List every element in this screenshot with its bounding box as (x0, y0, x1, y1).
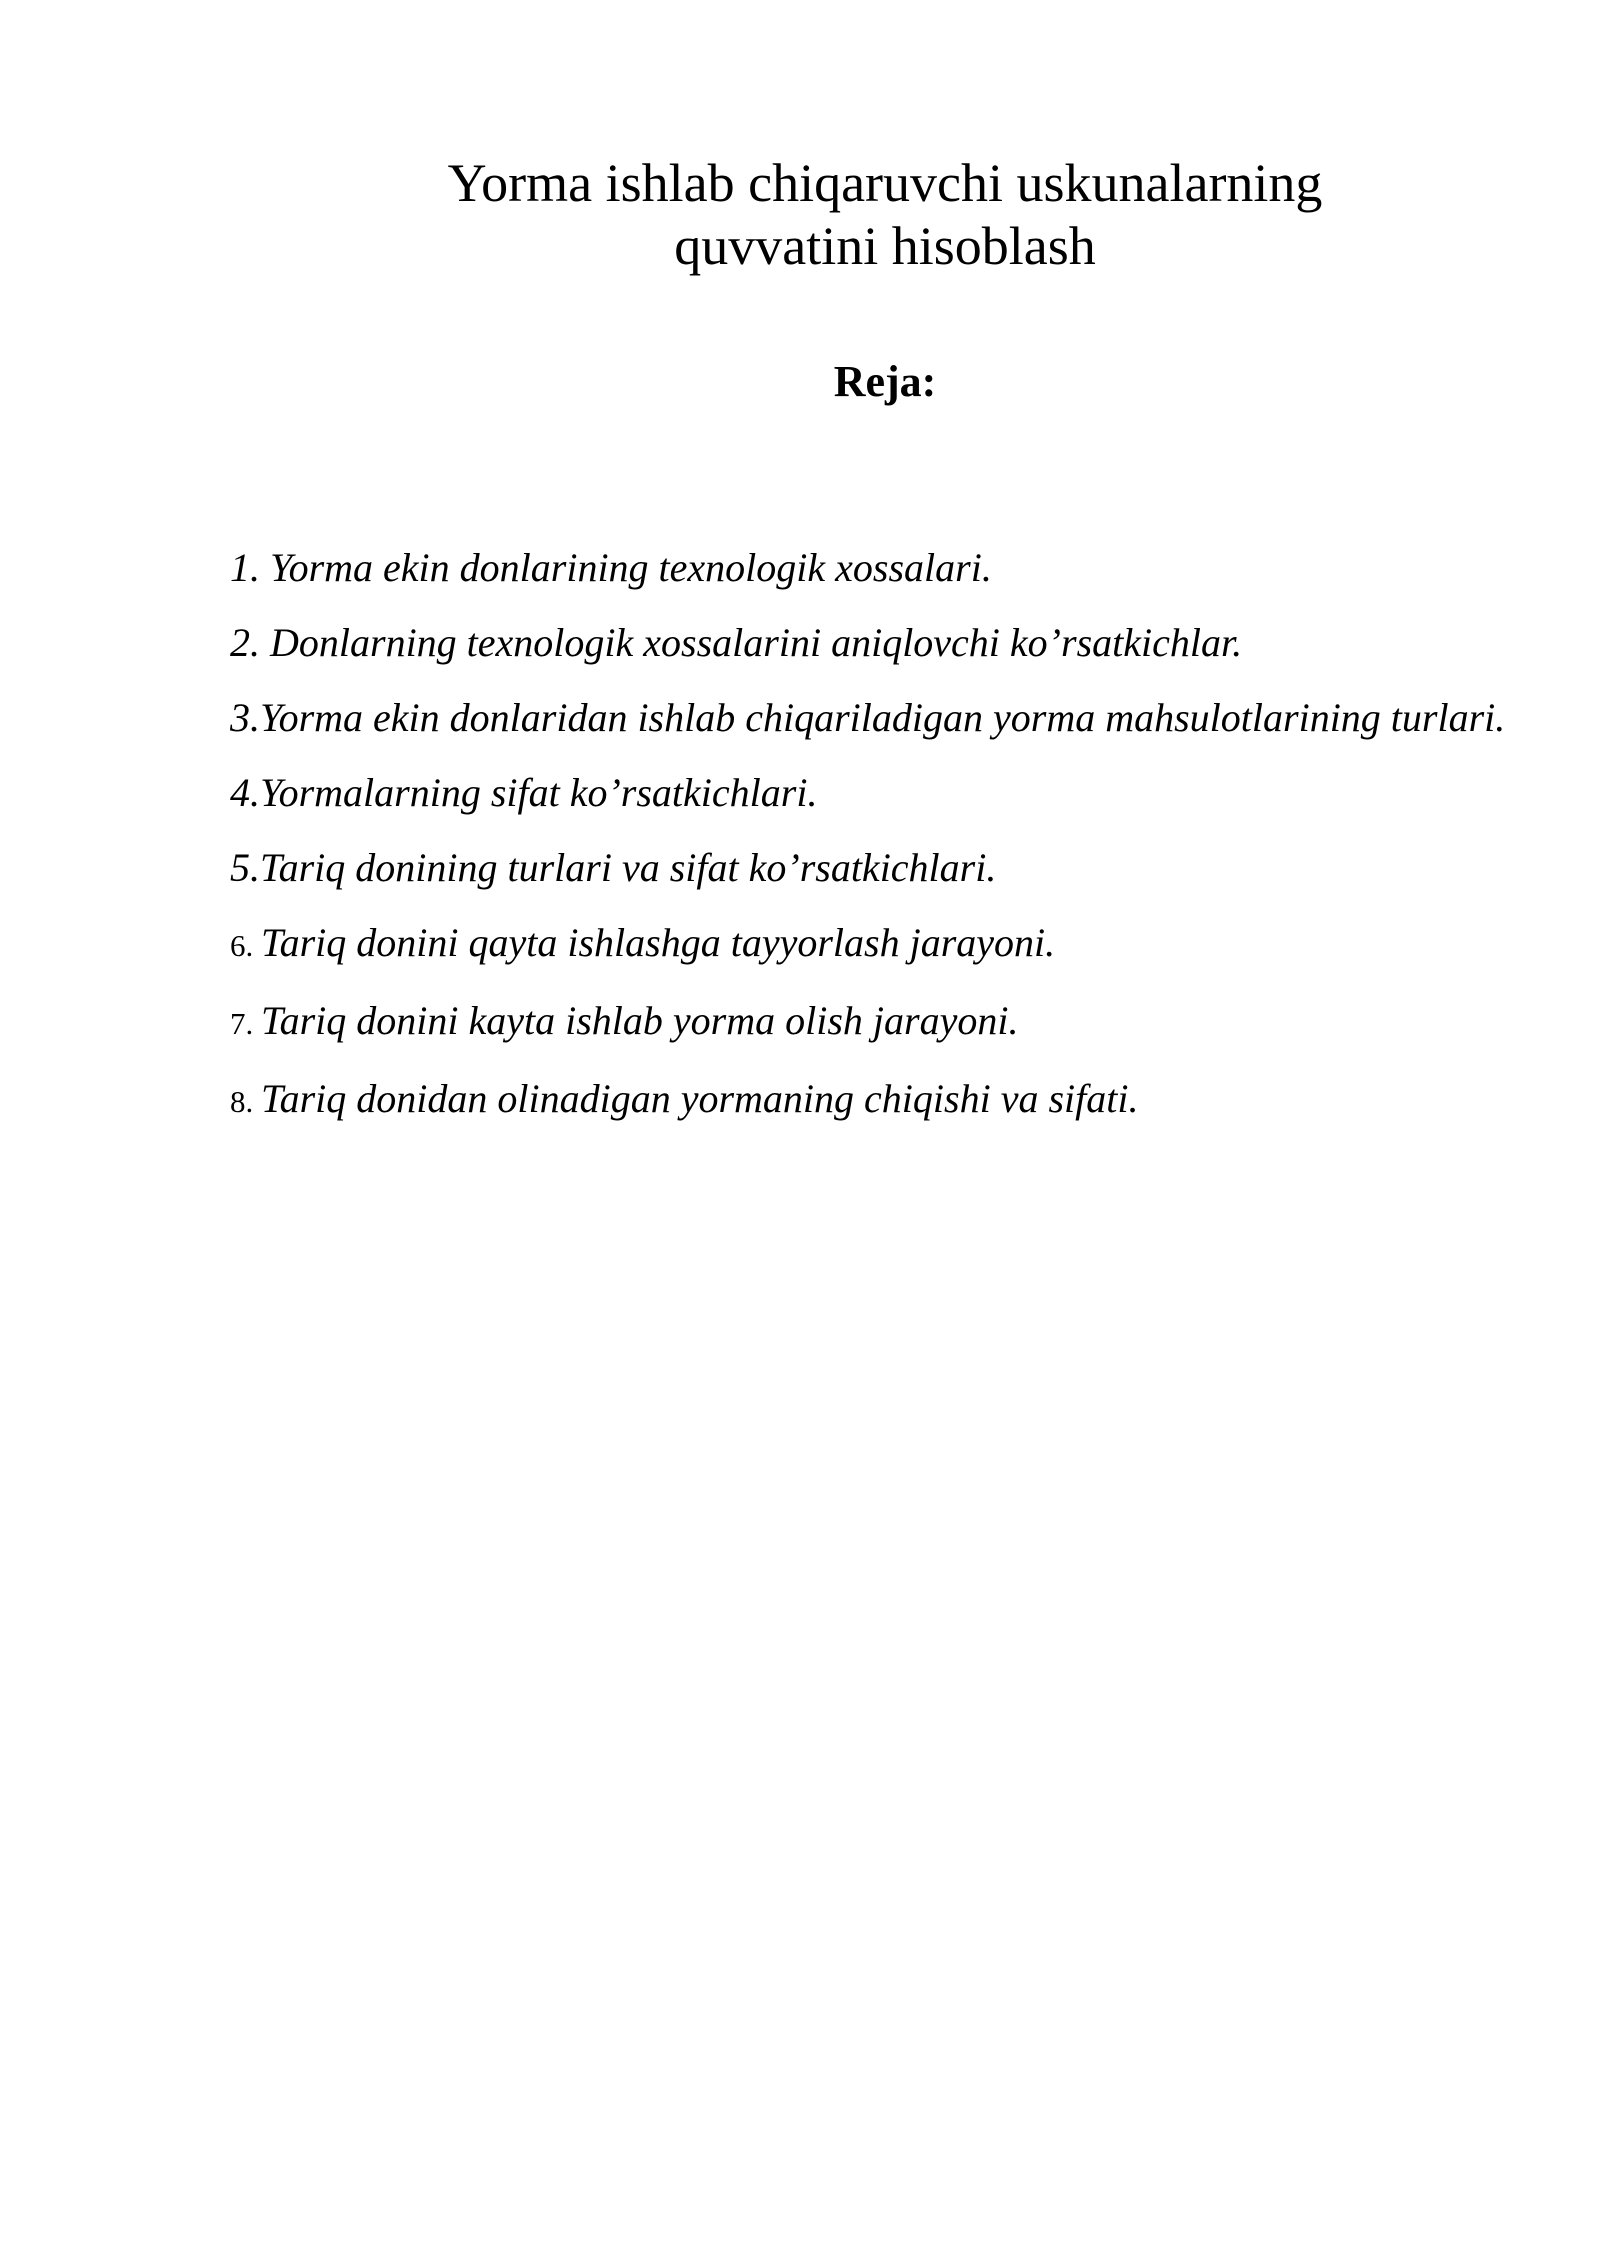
plan-item-number: 7. (230, 1006, 261, 1041)
document-title-line-1: Yorma ishlab chiqaruvchi uskunalarning (447, 153, 1323, 213)
plan-item-6 (230, 905, 1530, 983)
plan-item-number: 6. (230, 928, 261, 963)
plan-item-text: Tariq donidan olinadigan yormaning chiqishi va sifati. (261, 1076, 1139, 1121)
plan-item-number: 8. (230, 1084, 261, 1119)
plan-item-text: Yorma ekin donlaridan ishlab chiqariladigan yorma mahsulotlarining turlari. (260, 695, 1506, 740)
document-title (230, 152, 1540, 278)
plan-item-3 (230, 680, 1530, 755)
plan-item-text: Donlarning texnologik xossalarini aniqlovchi ko’rsatkichlar. (270, 620, 1243, 665)
plan-item-5 (230, 830, 1530, 905)
plan-item-8 (230, 1061, 1530, 1139)
plan-item-number: 5. (230, 845, 260, 890)
plan-item-number: 1. (230, 545, 270, 590)
plan-item-number: 4. (230, 770, 260, 815)
plan-item-4 (230, 755, 1530, 830)
plan-item-text: Tariq donini kayta ishlab yorma olish jarayoni. (261, 998, 1019, 1043)
plan-item-1 (230, 530, 1530, 605)
plan-item-7 (230, 983, 1530, 1061)
plan-item-text: Yorma ekin donlarining texnologik xossalari. (270, 545, 992, 590)
plan-item-text: Yormalarning sifat ko’rsatkichlari. (260, 770, 818, 815)
plan-list (230, 530, 1530, 1139)
plan-item-2 (230, 605, 1530, 680)
plan-item-number: 3. (230, 695, 260, 740)
plan-item-number: 2. (230, 620, 270, 665)
plan-item-text: Tariq donini qayta ishlashga tayyorlash jarayoni. (261, 920, 1056, 965)
document-title-line-2: quvvatini hisoblash (674, 216, 1096, 276)
plan-heading: Reja: (833, 357, 937, 406)
plan-item-text: Tariq donining turlari va sifat ko’rsatkichlari. (260, 845, 997, 890)
